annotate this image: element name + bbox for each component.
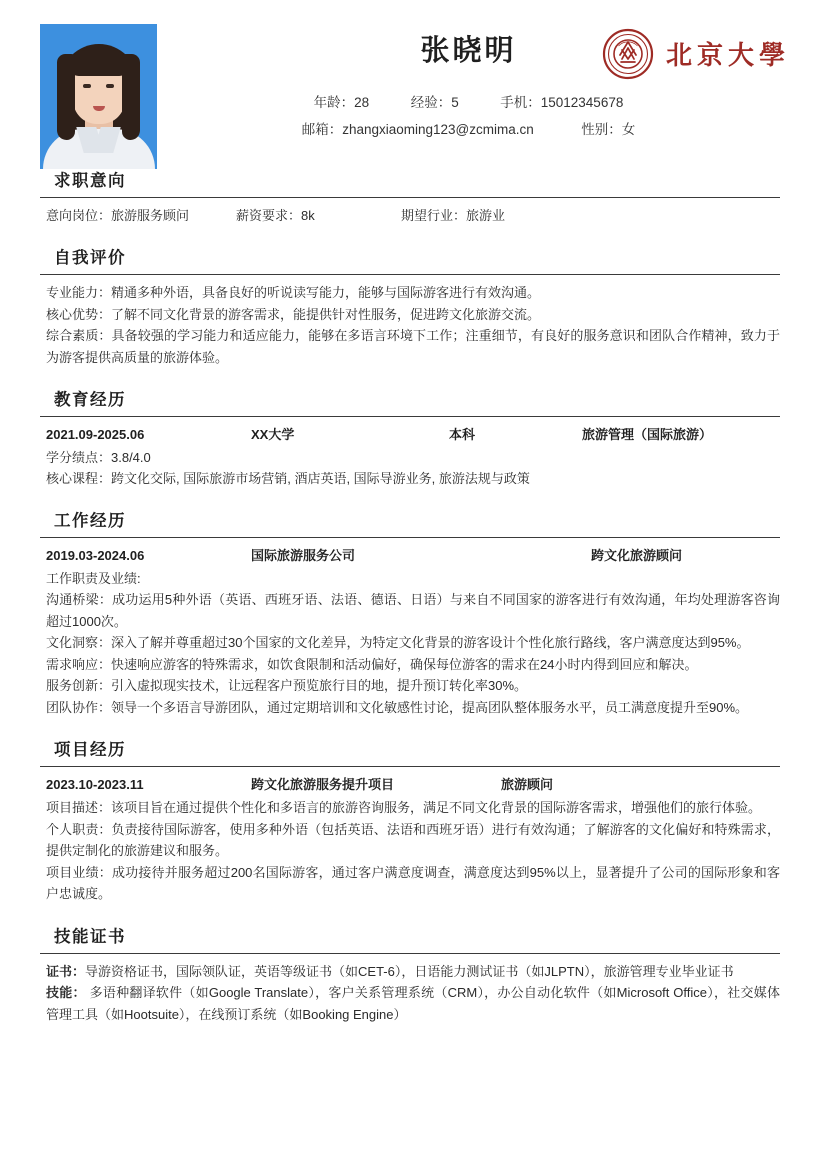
- meta-row-1: [157, 89, 780, 116]
- university-logo-text: 北京大學: [666, 41, 791, 71]
- meta-row-2: [157, 116, 780, 143]
- avatar-eye-left: [83, 84, 91, 88]
- work-bullet: 沟通桥梁：成功运用5种外语（英语、西班牙语、法语、德语、日语）与来自不同国家的游客进行有效沟通，年均处理游客咨询超过1000次。: [46, 592, 780, 629]
- self-eval-line: 综合素质：具备较强的学习能力和适应能力，能够在多语言环境下工作；注重细节，有良好的服务意识和团队合作精神，致力于为游客提供高质量的旅游体验。: [46, 328, 780, 365]
- section-project-experience: [40, 736, 780, 905]
- work-role: 跨文化旅游顾问: [591, 548, 683, 563]
- project-name: 跨文化旅游服务提升项目: [251, 777, 395, 792]
- project-bullet: 项目业绩：成功接待并服务超过200名国际游客，通过客户满意度调查，满意度达到95%以上，显著提升了公司的国际形象和客户忠诚度。: [46, 864, 780, 901]
- work-company: 国际旅游服务公司: [251, 548, 356, 563]
- email-value: zhangxiaoming123@zcmima.cn: [342, 121, 534, 137]
- education-date: 2021.09-2025.06: [46, 427, 145, 442]
- section-divider: [40, 766, 780, 767]
- avatar-hair-left: [57, 54, 75, 140]
- intent-position-label: 意向岗位：: [46, 208, 112, 223]
- intent-industry-label: 期望行业：: [401, 208, 467, 223]
- work-bullet: 需求响应：快速响应游客的特殊需求，如饮食限制和活动偏好，确保每位游客的需求在24小时内得到回应和解决。: [46, 656, 698, 672]
- intent-industry-value: 旅游业: [466, 208, 506, 223]
- self-eval-line: 核心优势：了解不同文化背景的游客需求，能提供针对性服务，促进跨文化旅游交流。: [46, 306, 541, 322]
- project-entry-header: [40, 774, 780, 796]
- project-bullet: 项目描述：该项目旨在通过提供个性化和多语言的旅游咨询服务，满足不同文化背景的国际游客需求，增强他们的旅行体验。: [46, 800, 762, 815]
- phone-label: 手机：: [500, 94, 541, 110]
- education-school: XX大学: [251, 427, 295, 442]
- section-education: [40, 386, 780, 489]
- experience-label: 经验：: [410, 94, 452, 110]
- university-logo: [602, 28, 791, 84]
- education-gpa: 学分绩点：3.8/4.0: [46, 450, 151, 465]
- self-eval-line: 专业能力：精通多种外语，具备良好的听说读写能力，能够与国际游客进行有效沟通。: [46, 285, 541, 300]
- education-entry-header: [40, 424, 780, 446]
- resume-header: [40, 0, 791, 165]
- work-bullet: 文化洞察：深入了解并尊重超过30个国家的文化差异，为特定文化背景的游客设计个性化旅行路线，客户满意度达到95%。: [46, 635, 750, 650]
- skills-row: [40, 982, 780, 1025]
- avatar-hair-right: [122, 54, 140, 140]
- education-courses: 核心课程：跨文化交际, 国际旅游市场营销, 酒店英语, 国际导游业务, 旅游法规与政策: [46, 471, 530, 486]
- avatar-fringe: [69, 50, 129, 76]
- project-date: 2023.10-2023.11: [46, 777, 144, 792]
- project-role: 旅游顾问: [501, 777, 554, 792]
- section-divider: [40, 197, 780, 198]
- section-job-intent: [40, 167, 780, 226]
- education-degree: 本科: [449, 427, 476, 442]
- intent-salary-label: 薪资要求：: [236, 208, 302, 223]
- work-bullet: 团队协作：领导一个多语言导游团队，通过定期培训和文化敏感性讨论，提高团队整体服务水平，员工满意度提升至90%。: [46, 699, 749, 715]
- certificates-value: 导游资格证书，国际领队证，英语等级证书（如CET-6），日语能力测试证书（如JLPTN），旅游管理专业毕业证书: [85, 963, 734, 979]
- skills-value: 多语种翻译软件（如Google Translate），客户关系管理系统（CRM），办公自动化软件（如Microsoft Office），社交媒体管理工具（如Hootsuite），在线预订系统（如Booking Engine）: [46, 985, 780, 1022]
- section-title-work-experience: 工作经历: [54, 512, 126, 530]
- university-seal-icon: [602, 28, 654, 85]
- avatar-eye-right: [106, 84, 114, 88]
- work-entry-header: [40, 545, 780, 567]
- section-divider: [40, 537, 780, 538]
- intent-position-value: 旅游服务顾问: [111, 208, 190, 223]
- avatar: [40, 24, 157, 169]
- phone-value: 15012345678: [540, 94, 624, 110]
- intent-position: [46, 205, 236, 226]
- skills-label: 技能：: [46, 985, 86, 1000]
- experience-value: 5: [451, 94, 459, 110]
- section-work-experience: [40, 507, 780, 718]
- intent-salary: [236, 205, 401, 226]
- intent-salary-value: 8k: [301, 208, 315, 223]
- job-intent-row: [40, 205, 780, 226]
- certificates-row: [40, 961, 780, 983]
- section-title-skills-certificates: 技能证书: [54, 927, 126, 946]
- section-divider: [40, 953, 780, 954]
- gender-value: 女: [621, 121, 636, 137]
- age-value: 28: [354, 94, 370, 110]
- intent-industry: [401, 205, 780, 226]
- section-title-education: 教育经历: [54, 391, 126, 409]
- work-bullet: 服务创新：引入虚拟现实技术，让远程客户预览旅行目的地，提升预订转化率30%。: [46, 678, 528, 693]
- section-title-self-evaluation: 自我评价: [54, 249, 126, 267]
- certificates-label: 证书：: [46, 963, 86, 979]
- age-label: 年龄：: [313, 94, 355, 110]
- section-divider: [40, 274, 780, 275]
- section-skills-certificates: [40, 923, 780, 1026]
- section-self-evaluation: [40, 244, 780, 368]
- gender-label: 性别：: [581, 121, 622, 137]
- education-major: 旅游管理（国际旅游）: [582, 427, 713, 442]
- work-date: 2019.03-2024.06: [46, 548, 145, 563]
- email-label: 邮箱：: [301, 121, 343, 137]
- section-title-job-intent: 求职意向: [54, 172, 126, 190]
- section-divider: [40, 416, 780, 417]
- page-title: 张晓明: [420, 35, 517, 67]
- section-title-project-experience: 项目经历: [54, 741, 126, 759]
- work-intro: 工作职责及业绩:: [46, 571, 141, 586]
- project-bullet: 个人职责：负责接待国际游客，使用多种外语（包括英语、法语和西班牙语）进行有效沟通；了解游客的文化偏好和特殊需求，提供定制化的旅游建议和服务。: [46, 821, 780, 858]
